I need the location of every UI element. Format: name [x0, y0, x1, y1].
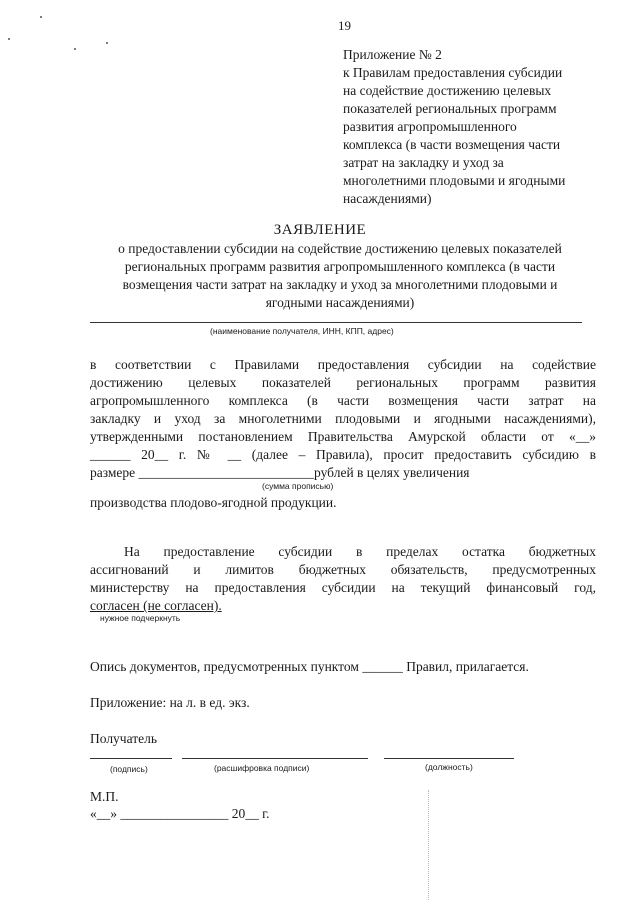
stamp-label: М.П.	[90, 789, 119, 804]
date-line: «__» ________________ 20__ г.	[90, 806, 270, 821]
subtitle-line: ягодными насаждениями)	[265, 295, 415, 310]
consent-choice: согласен (не согласен).	[90, 598, 222, 613]
document-title: ЗАЯВЛЕНИЕ	[273, 222, 367, 238]
body-line: утвержденными постановлением Правительства Амурской области от «__»	[90, 429, 596, 444]
appendix-header	[343, 46, 613, 208]
subtitle-line: региональных программ развития агропромышленного комплекса (в части	[124, 259, 556, 274]
recipient-field-line[interactable]	[90, 322, 582, 323]
recipient-label: Получатель	[90, 731, 158, 746]
body-line: в соответствии с Правилами предоставления субсидии на содействие	[90, 357, 596, 372]
scan-speck	[106, 42, 108, 44]
consent-caption: нужное подчеркнуть	[100, 613, 181, 623]
appendix-line: комплекса (в части возмещения части	[343, 137, 561, 152]
signature-line[interactable]	[90, 758, 172, 759]
body-last-line: производства плодово-ягодной продукции.	[90, 495, 337, 510]
recipient-caption: (наименование получателя, ИНН, КПП, адрес)	[210, 326, 394, 336]
documents-line: Опись документов, предусмотренных пунктом ______ Правил, прилагается.	[90, 659, 529, 674]
document-subtitle	[80, 240, 600, 312]
appendix-line: на содействие достижению целевых	[343, 83, 552, 98]
page-number: 19	[338, 18, 351, 33]
body-line: достижению целевых показателей региональных программ развития	[90, 375, 596, 390]
appendix-line: Приложение № 2	[343, 47, 442, 62]
position-line[interactable]	[384, 758, 514, 759]
consent-line: ассигнований и лимитов бюджетных обязательств, предусмотренных	[90, 562, 596, 577]
scan-speck	[8, 38, 10, 40]
body-line: ______ 20__ г. № __ (далее – Правила), просит предоставить субсидию в	[90, 447, 596, 462]
amount-line: размере __________________________рублей в целях увеличения	[90, 465, 470, 480]
consent-line: На предоставление субсидии в пределах остатка бюджетных	[124, 544, 596, 559]
body-line: агропромышленного комплекса (в части возмещения части затрат на	[90, 393, 596, 408]
attachment-line: Приложение: на л. в ед. экз.	[90, 695, 250, 710]
appendix-line: показателей региональных программ	[343, 101, 557, 116]
appendix-line: многолетними плодовыми и ягодными	[343, 173, 566, 188]
body-line: закладку и уход за многолетними плодовыми и ягодными насаждениями),	[90, 411, 596, 426]
appendix-line: развития агропромышленного	[343, 119, 517, 134]
subtitle-line: о предоставлении субсидии на содействие достижению целевых показателей	[118, 241, 562, 256]
appendix-line: затрат на закладку и уход за	[343, 155, 504, 170]
scan-artifact-line	[428, 790, 429, 900]
consent-line: министерству на предоставления субсидии на текущий финансовый год,	[90, 580, 596, 595]
scan-speck	[74, 48, 76, 50]
signature-caption: (подпись)	[110, 764, 148, 774]
position-caption: (должность)	[425, 762, 473, 772]
appendix-line: к Правилам предоставления субсидии	[343, 65, 563, 80]
signature-decoding-caption: (расшифровка подписи)	[214, 763, 310, 773]
subtitle-line: возмещения части затрат на закладку и уход за многолетними плодовыми и	[122, 277, 558, 292]
appendix-line: насаждениями)	[343, 191, 432, 206]
signature-decoding-line[interactable]	[182, 758, 368, 759]
amount-caption: (сумма прописью)	[262, 481, 334, 491]
scan-speck	[40, 16, 42, 18]
